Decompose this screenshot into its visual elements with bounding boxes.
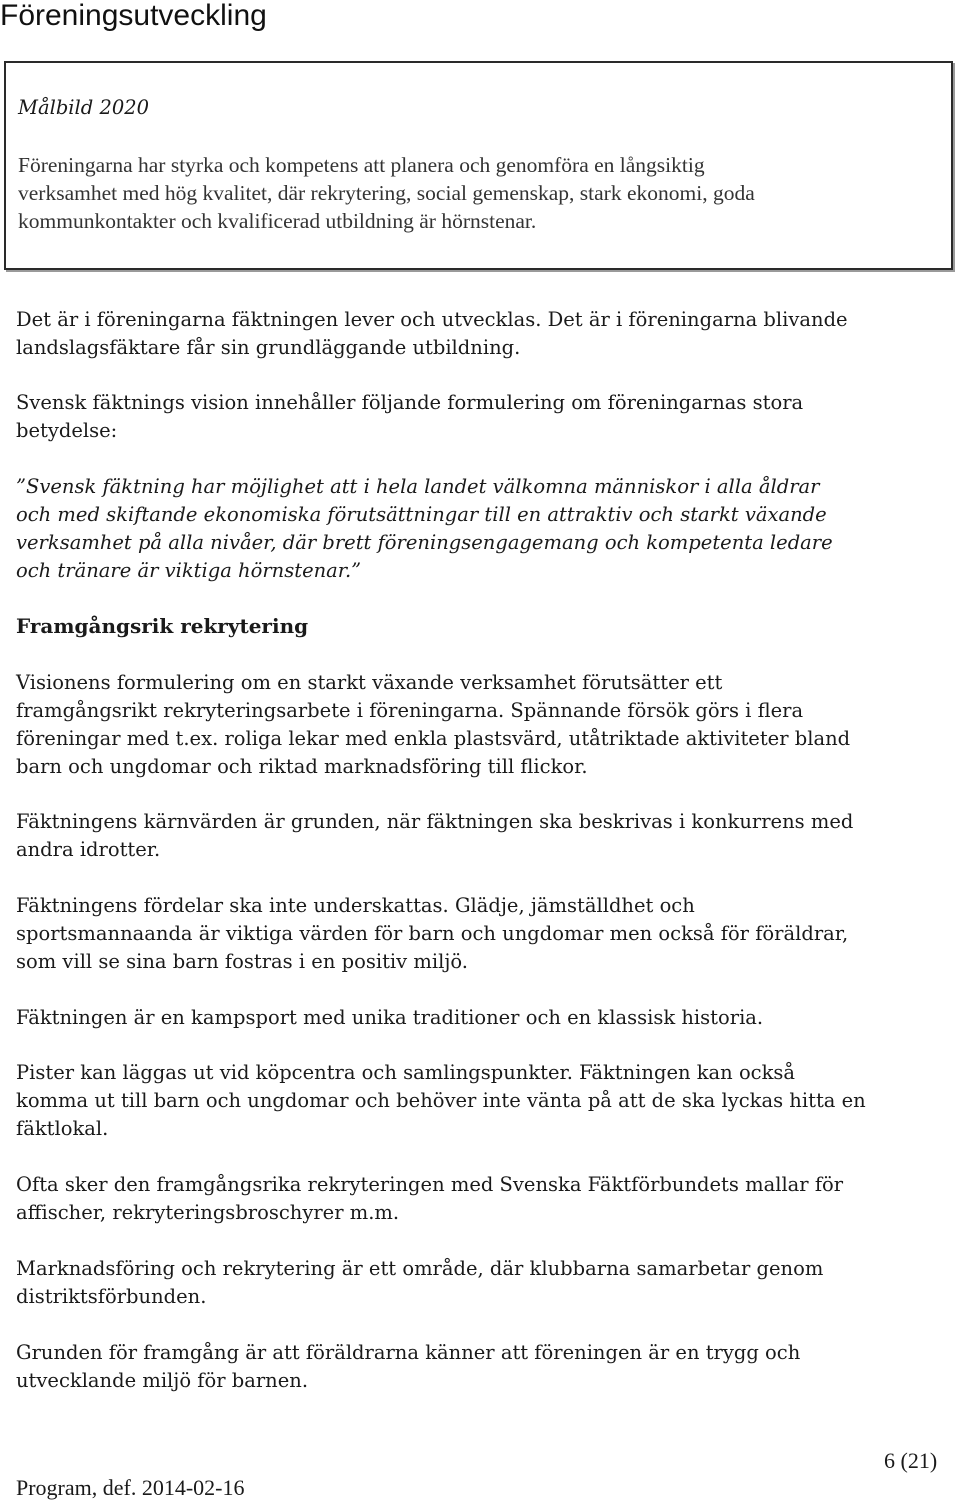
text-line: distriktsförbunden. xyxy=(16,1285,207,1308)
text-line: verksamhet på alla nivåer, där brett föreningsengagemang och kompetenta ledare xyxy=(16,531,833,554)
paragraph-core-values xyxy=(16,808,853,864)
text-line: komma ut till barn och ungdomar och behöver inte vänta på att de ska lyckas hitta en xyxy=(16,1089,866,1112)
text-line: Ofta sker den framgångsrika rekryteringen med Svenska Fäktförbundets mallar för xyxy=(16,1173,844,1196)
text-line: andra idrotter. xyxy=(16,838,161,861)
text-line: verksamhet med hög kvalitet, där rekrytering, social gemenskap, stark ekonomi, goda xyxy=(18,181,755,205)
text-line: barn och ungdomar och riktad marknadsföring till flickor. xyxy=(16,755,588,778)
vision-quote xyxy=(16,473,833,585)
text-line: sportsmannaanda är viktiga värden för barn och ungdomar men också för föräldrar, xyxy=(16,922,849,945)
text-line: Grunden för framgång är att föräldrarna känner att föreningen är en trygg och xyxy=(16,1341,801,1364)
text-line: utvecklande miljö för barnen. xyxy=(16,1369,309,1392)
paragraph-marketing xyxy=(16,1255,823,1311)
paragraph-pistes xyxy=(16,1059,866,1143)
target-box-text xyxy=(18,151,755,235)
text-line: kommunkontakter och kvalificerad utbildning är hörnstenar. xyxy=(18,209,537,233)
text-line: Fäktningens fördelar ska inte underskattas. Glädje, jämställdhet och xyxy=(16,894,695,917)
text-line: betydelse: xyxy=(16,419,118,442)
text-line: affischer, rekryteringsbroschyrer m.m. xyxy=(16,1201,400,1224)
text-line: och tränare är viktiga hörnstenar.” xyxy=(16,559,362,582)
text-line: fäktlokal. xyxy=(16,1117,109,1140)
text-line: Svensk fäktnings vision innehåller följande formulering om föreningarnas stora xyxy=(16,391,804,414)
text-line: Pister kan läggas ut vid köpcentra och samlingspunkter. Fäktningen kan också xyxy=(16,1061,796,1084)
text-line: föreningar med t.ex. roliga lekar med enkla plastsvärd, utåtriktade aktiviteter bland xyxy=(16,727,851,750)
target-box xyxy=(4,61,953,270)
text-line: Fäktningen är en kampsport med unika traditioner och en klassisk historia. xyxy=(16,1006,764,1029)
text-line: Det är i föreningarna fäktningen lever och utvecklas. Det är i föreningarna blivande xyxy=(16,308,848,331)
text-line: Marknadsföring och rekrytering är ett område, där klubbarna samarbetar genom xyxy=(16,1257,824,1280)
paragraph-advantages xyxy=(16,892,848,976)
text-line: Fäktningens kärnvärden är grunden, när fäktningen ska beskrivas i konkurrens med xyxy=(16,810,854,833)
text-line: Föreningarna har styrka och kompetens att planera och genomföra en långsiktig xyxy=(18,153,705,177)
paragraph-templates xyxy=(16,1171,843,1227)
target-box-heading: Målbild 2020 xyxy=(18,96,150,119)
paragraph-vision-intro xyxy=(16,389,803,445)
text-line: ”Svensk fäktning har möjlighet att i hela landet välkomna människor i alla åldrar xyxy=(16,475,820,498)
footer-document-info: Program, def. 2014-02-16 xyxy=(16,1475,245,1500)
text-line: framgångsrikt rekryteringsarbete i föreningarna. Spännande försök görs i flera xyxy=(16,699,804,722)
text-line: landslagsfäktare får sin grundläggande utbildning. xyxy=(16,336,521,359)
paragraph-associations xyxy=(16,306,848,362)
page-title: Föreningsutveckling xyxy=(0,0,267,32)
paragraph-parents xyxy=(16,1339,800,1395)
text-line: och med skiftande ekonomiska förutsättningar till en attraktiv och starkt växande xyxy=(16,503,827,526)
text-line: som vill se sina barn fostras i en positiv miljö. xyxy=(16,950,468,973)
text-line: Visionens formulering om en starkt växande verksamhet förutsätter ett xyxy=(16,671,723,694)
paragraph-recruitment xyxy=(16,669,850,781)
section-heading: Framgångsrik rekrytering xyxy=(16,614,309,638)
paragraph-martial-art xyxy=(16,1004,763,1032)
page-number: 6 (21) xyxy=(884,1448,938,1473)
